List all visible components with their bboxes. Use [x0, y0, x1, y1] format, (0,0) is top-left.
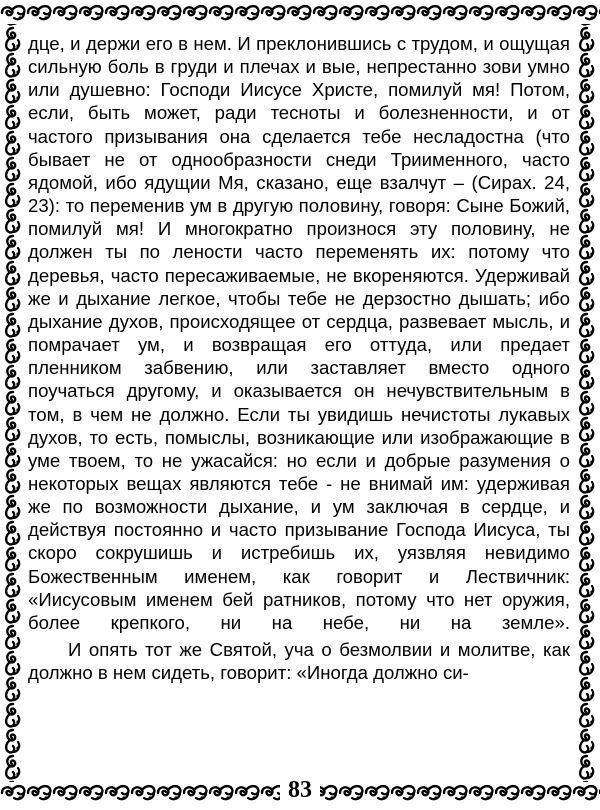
page-number: 83 [280, 777, 320, 803]
paragraph-continuation: И опять тот же Святой, уча о безмолвии и молитве, как должно в нем сидеть, говорит: «Иногда должно си- [28, 639, 570, 684]
page-body-text [28, 32, 570, 684]
page-number-box [0, 776, 600, 804]
paragraph-main: дце, и держи его в нем. И преклонившись с трудом, и ощущая сильную боль в груди и плечах и вые, непрестанно зови умно или душевно: Господи Иисусе Христе, помилуй мя! Потом, если, быть может, ради тесноты и болезненности, и от частого призывания она сделается тебе несладостна (что бывает не от однообразности снеди Триименного, часто ядомой, ибо ядущии Мя, сказано, еще взалчут – (Сирах. 24, 23): то переменив ум в другую половину, говоря: Сыне Божий, помилуй мя! И многократно произнося эту половину, не должен ты по лености часто переменять их: потому что деревья, часто пересаживаемые, не вкореняются. Удерживай же и дыхание легкое, чтобы тебе не дерзостно дышать; ибо дыхание духов, происходящее от сердца, развевает мысль, и помрачает ум, и возвращая его оттуда, или предает пленником забвению, или заставляет вместо одного поучаться другому, и оказывается он нечувствительным в том, в чем не должно. Если ты увидишь нечистоты лукавых духов, то есть, помыслы, возникающие или изображающие в уме твоем, то не ужасайся: но если и добрые разумения о некоторых вещах являются тебе - не внимай им: удерживая же по возможности дыхание, и ум заключая в сердце, и действуя постоянно и часто призывание Господа Иисуса, ты скоро сокрушишь и истребишь их, уязвляя невидимо Божественным именем, как говорит и Лествичник: «Иисусовым именем бей ратников, потому что нет оружия, более крепкого, ни на небе, ни на земле». [28, 33, 570, 633]
